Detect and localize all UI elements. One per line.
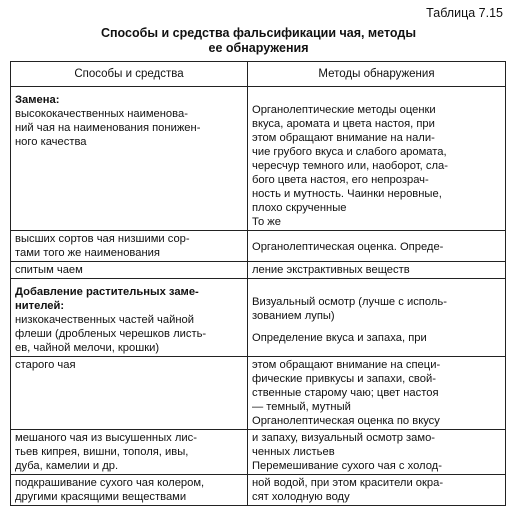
cell-line: фические привкусы и запахи, свой- (252, 373, 436, 385)
cell-line: зованием лупы) (252, 310, 335, 322)
title-line-1: Способы и средства фальсификации чая, методы (100, 26, 416, 40)
cell-detection (248, 357, 506, 430)
cell-line: и запаху, визуальный осмотр замо- (252, 432, 436, 444)
cell-line: ний чая на наименования понижен- (15, 122, 201, 134)
cell-detection (248, 87, 506, 231)
cell-line: Перемешивание сухого чая с холод- (252, 460, 442, 472)
table-row (11, 87, 506, 231)
cell-detection (248, 231, 506, 262)
cell-line: ность и мутность. Чаинки неровные, (252, 188, 442, 200)
cell-line: чие грубого вкуса и слабого аромата, (252, 146, 447, 158)
cell-line: высших сортов чая низшими сор- (15, 233, 190, 245)
cell-line: Органолептические методы оценки (252, 104, 436, 116)
cell-means (11, 231, 248, 262)
table-row (11, 357, 506, 430)
cell-line: ченных листьев (252, 446, 335, 458)
table-row (11, 279, 506, 357)
cell-line: чересчур темного или, наоборот, сла- (252, 160, 448, 172)
cell-line: То же (252, 216, 281, 228)
cell-line: нителей: (15, 300, 65, 312)
cell-means (11, 262, 248, 279)
cell-line: Органолептическая оценка по вкусу (252, 415, 440, 427)
cell-detection (248, 430, 506, 475)
cell-line: ственные старому чаю; цвет настоя (252, 387, 439, 399)
cell-line: подкрашивание сухого чая колером, (15, 477, 205, 489)
column-header-detection: Методы обнаружения (248, 62, 506, 87)
table-row (11, 430, 506, 475)
title-line-2: ее обнаружения (208, 41, 309, 55)
section-heading-additives: Добавление растительных заме- (15, 286, 199, 298)
cell-line: этом обращают внимание на нали- (252, 132, 435, 144)
table-title (0, 26, 517, 56)
cell-line: плохо скрученные (252, 202, 347, 214)
cell-line: Органолептическая оценка. Опреде- (252, 241, 444, 253)
cell-line: ление экстрактивных веществ (252, 264, 410, 276)
table-header-row (11, 62, 506, 87)
cell-line: тами того же наименования (15, 247, 160, 259)
cell-line: бого цвета настоя, его непрозрач- (252, 174, 429, 186)
cell-line: высококачественных наименова- (15, 108, 188, 120)
cell-detection (248, 279, 506, 357)
cell-line: спитым чаем (15, 264, 83, 276)
table-row (11, 475, 506, 506)
cell-means (11, 357, 248, 430)
cell-detection (248, 475, 506, 506)
table-row (11, 231, 506, 262)
falsification-table (10, 61, 506, 506)
cell-line: старого чая (15, 359, 76, 371)
cell-line: этом обращают внимание на специ- (252, 359, 441, 371)
cell-line: — темный, мутный (252, 401, 351, 413)
cell-line: мешаного чая из высушенных лис- (15, 432, 197, 444)
cell-line: флеши (дробленых черешков листь- (15, 328, 207, 340)
cell-means (11, 87, 248, 231)
cell-line: ного качества (15, 136, 87, 148)
cell-line: ев, чайной мелочи, крошки) (15, 342, 160, 354)
section-heading-replacement: Замена: (15, 94, 60, 106)
cell-line: другими красящими веществами (15, 491, 187, 503)
cell-line: Визуальный осмотр (лучше с исполь- (252, 296, 447, 308)
cell-line: тьев кипрея, вишни, тополя, ивы, (15, 446, 189, 458)
cell-line: сят холодную воду (252, 491, 350, 503)
table-row (11, 262, 506, 279)
table-number: Таблица 7.15 (426, 6, 503, 20)
cell-detection (248, 262, 506, 279)
cell-means (11, 430, 248, 475)
cell-means (11, 475, 248, 506)
column-header-methods: Способы и средства (11, 62, 248, 87)
cell-line: низкокачественных частей чайной (15, 314, 194, 326)
cell-means (11, 279, 248, 357)
cell-line: ной водой, при этом красители окра- (252, 477, 444, 489)
cell-line: дуба, камелии и др. (15, 460, 119, 472)
cell-line: вкуса, аромата и цвета настоя, при (252, 118, 435, 130)
cell-line: Определение вкуса и запахa, при (252, 332, 427, 344)
